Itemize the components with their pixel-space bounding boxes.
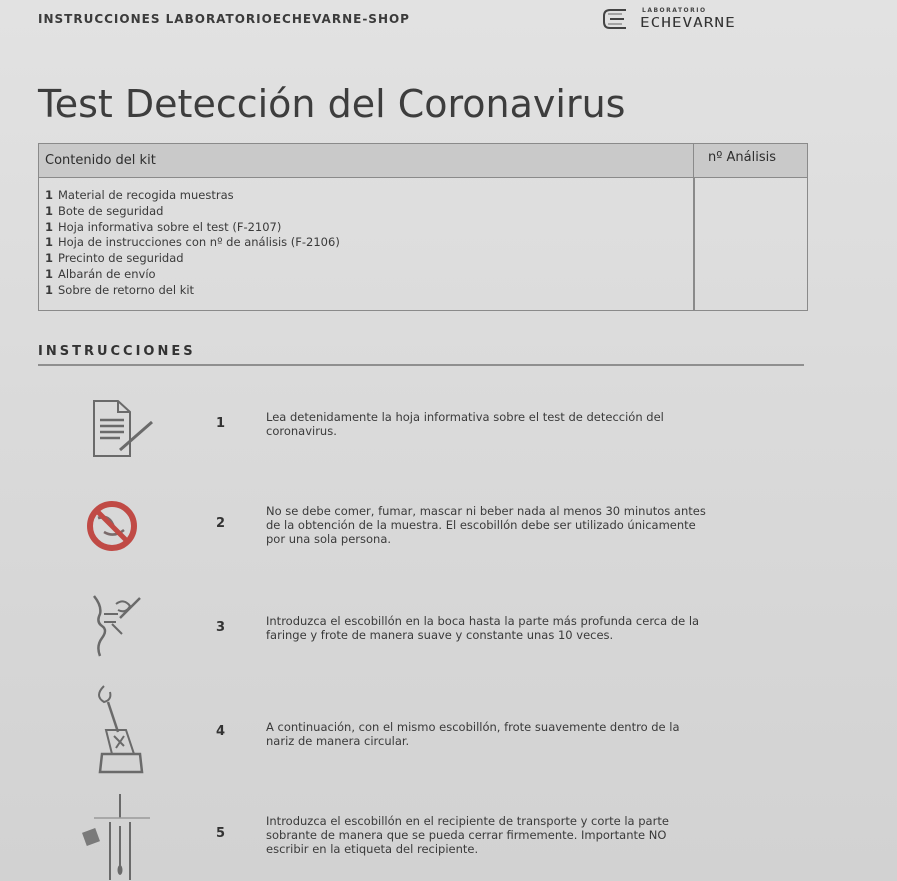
nose-swab-icon bbox=[90, 680, 150, 780]
list-item bbox=[45, 220, 340, 236]
item-label: Hoja informativa sobre el test (F-2107) bbox=[58, 219, 282, 234]
step-line: de la obtención de la muestra. El escobillón debe ser utilizado únicamente bbox=[266, 518, 696, 532]
step-line: Introduzca el escobillón en la boca hasta la parte más profunda cerca de la bbox=[266, 614, 700, 628]
step-line: nariz de manera circular. bbox=[266, 734, 410, 748]
brand-tagline: LABORATORIO bbox=[642, 7, 707, 14]
kit-table-divider bbox=[693, 178, 695, 310]
item-qty: 1 bbox=[45, 219, 54, 234]
step-number: 4 bbox=[216, 724, 226, 739]
item-label: Material de recogida muestras bbox=[58, 188, 234, 202]
swab-tube-icon bbox=[80, 790, 160, 880]
section-divider bbox=[38, 364, 804, 366]
brand-name: ECHEVARNE bbox=[640, 14, 736, 31]
kit-items-list bbox=[45, 188, 340, 299]
list-item bbox=[45, 267, 340, 283]
step-line: por una sola persona. bbox=[266, 532, 392, 546]
analysis-number-header: nº Análisis bbox=[693, 144, 807, 178]
instructions-title: INSTRUCCIONES bbox=[38, 344, 196, 359]
document-icon bbox=[90, 398, 160, 460]
step-number: 5 bbox=[216, 826, 226, 841]
list-item bbox=[45, 188, 340, 204]
kit-table-header bbox=[39, 144, 807, 178]
step-line: Introduzca el escobillón en el recipiente de transporte y corte la parte bbox=[266, 814, 669, 828]
item-qty: 1 bbox=[45, 203, 54, 218]
list-item bbox=[45, 235, 340, 251]
top-header bbox=[38, 8, 818, 30]
item-label: Hoja de instrucciones con nº de análisis (F-2106) bbox=[58, 235, 340, 250]
item-label: Precinto de seguridad bbox=[58, 251, 184, 266]
step-number: 1 bbox=[216, 416, 226, 431]
step-text bbox=[266, 614, 786, 642]
kit-content-header: Contenido del kit bbox=[45, 153, 156, 168]
item-qty: 1 bbox=[45, 188, 54, 202]
item-qty: 1 bbox=[45, 282, 54, 297]
step-text bbox=[266, 814, 786, 856]
step-line: faringe y frote de manera suave y constante unas 10 veces. bbox=[266, 628, 614, 642]
list-item bbox=[45, 204, 340, 220]
step-line: No se debe comer, fumar, mascar ni beber nada al menos 30 minutos antes bbox=[266, 504, 706, 518]
step-line: sobrante de manera que se pueda cerrar firmemente. Importante NO bbox=[266, 828, 667, 842]
list-item bbox=[45, 283, 340, 299]
item-qty: 1 bbox=[45, 266, 54, 281]
step-line: escribir en la etiqueta del recipiente. bbox=[266, 842, 479, 856]
item-qty: 1 bbox=[45, 235, 54, 250]
step-line: Lea detenidamente la hoja informativa sobre el test de detección del bbox=[266, 410, 664, 424]
step-line: coronavirus. bbox=[266, 424, 337, 438]
throat-swab-icon bbox=[86, 592, 146, 662]
step-text bbox=[266, 720, 786, 748]
page-title: Test Detección del Coronavirus bbox=[38, 82, 626, 126]
step-number: 2 bbox=[216, 516, 226, 531]
step-line: A continuación, con el mismo escobillón, frote suavemente dentro de la bbox=[266, 720, 680, 734]
echevarne-logo-icon bbox=[600, 8, 636, 30]
item-qty: 1 bbox=[45, 251, 54, 266]
step-text bbox=[266, 410, 786, 438]
step-number: 3 bbox=[216, 620, 226, 635]
header-title: INSTRUCCIONES LABORATORIOECHEVARNE-SHOP bbox=[38, 12, 410, 26]
brand-logo bbox=[600, 8, 818, 30]
item-label: Sobre de retorno del kit bbox=[58, 282, 195, 297]
no-eating-smoking-icon bbox=[84, 498, 140, 554]
step-text bbox=[266, 504, 786, 546]
kit-contents-table bbox=[38, 143, 808, 311]
item-label: Bote de seguridad bbox=[58, 203, 164, 218]
item-label: Albarán de envío bbox=[58, 266, 156, 281]
list-item bbox=[45, 251, 340, 267]
